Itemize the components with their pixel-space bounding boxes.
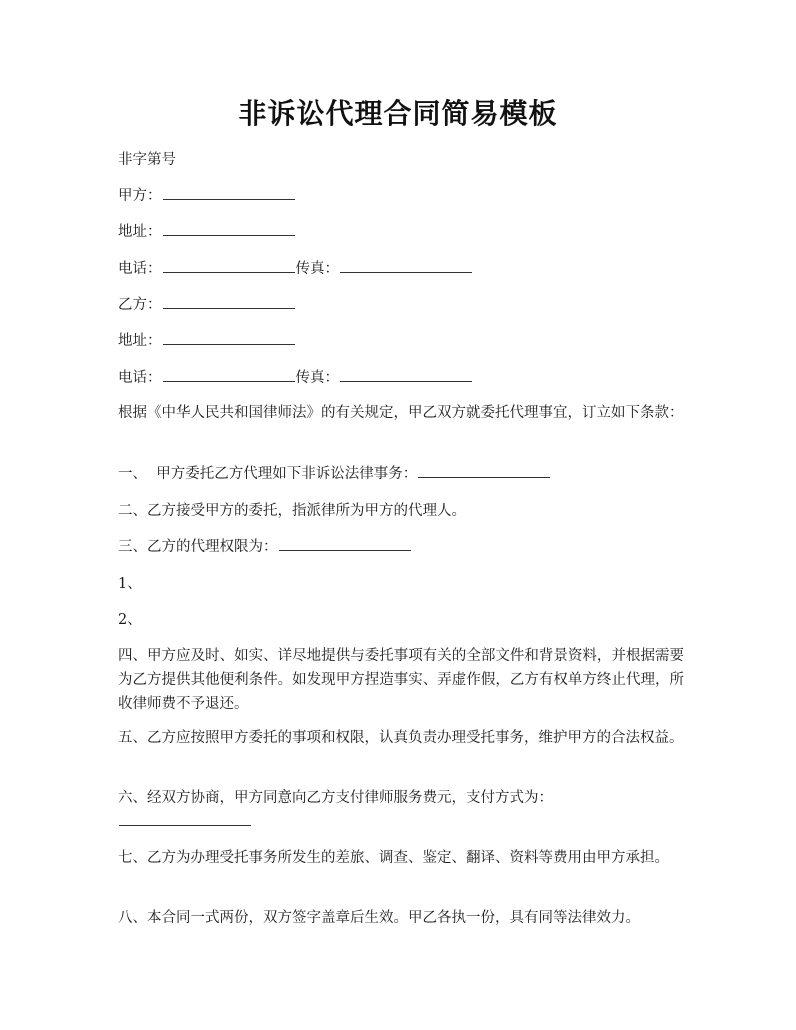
- intro-paragraph: 根据《中华人民共和国律师法》的有关规定，甲乙双方就委托代理事宜，订立如下条款：: [118, 405, 684, 421]
- clause-3: [118, 535, 688, 559]
- party-a-fax-blank[interactable]: [340, 258, 472, 273]
- clause-1-text: 一、 甲方委托乙方代理如下非诉讼法律事务：: [118, 466, 418, 482]
- party-b-fax-blank[interactable]: [340, 367, 472, 382]
- party-a-label: 甲方：: [118, 188, 162, 204]
- clause-6-blank[interactable]: [119, 825, 251, 826]
- clause-8: 八、本合同一式两份，双方签字盖章后生效。甲乙各执一份，具有同等法律效力。: [118, 910, 640, 926]
- party-a-blank[interactable]: [163, 185, 295, 200]
- party-a-phone-blank[interactable]: [163, 258, 295, 273]
- clause-2: 二、乙方接受甲方的委托，指派律所为甲方的代理人。: [118, 503, 466, 519]
- contract-number: 非字第号: [118, 152, 176, 168]
- party-a-phone-label: 电话：: [118, 261, 162, 277]
- party-a-address-line: [118, 220, 688, 244]
- clause-7: 七、乙方为办理受托事务所发生的差旅、调查、鉴定、翻译、资料等费用由甲方承担。: [118, 850, 669, 866]
- party-b-label: 乙方：: [118, 297, 162, 313]
- party-a-line: [118, 184, 688, 208]
- clause-3-item-1: 1、: [118, 576, 142, 592]
- party-b-blank[interactable]: [163, 294, 295, 309]
- party-b-phone-label: 电话：: [118, 370, 162, 386]
- party-b-contact-line: [118, 366, 688, 390]
- party-b-address-line: [118, 329, 688, 353]
- clause-4: 四、甲方应及时、如实、详尽地提供与委托事项有关的全部文件和背景资料，并根据需要为乙方提供其他便利条件。如发现甲方捏造事实、弄虚作假，乙方有权单方终止代理，所收律师费不予退还。: [118, 648, 684, 712]
- clause-5: 五、乙方应按照甲方委托的事项和权限，认真负责办理受托事务，维护甲方的合法权益。: [118, 730, 684, 746]
- document-title: 非诉讼代理合同简易模板: [238, 97, 558, 130]
- party-a-contact-line: [118, 257, 688, 281]
- party-b-phone-blank[interactable]: [163, 367, 295, 382]
- clause-3-blank[interactable]: [279, 536, 411, 551]
- party-b-address-label: 地址：: [118, 333, 162, 349]
- party-a-address-label: 地址：: [118, 224, 162, 240]
- clause-3-text: 三、乙方的代理权限为：: [118, 539, 278, 555]
- clause-6: 六、经双方协商，甲方同意向乙方支付律师服务费元，支付方式为：: [118, 790, 553, 806]
- clause-3-item-2: 2、: [118, 612, 142, 628]
- party-a-address-blank[interactable]: [163, 221, 295, 236]
- party-a-fax-label: 传真：: [295, 261, 339, 277]
- clause-1-blank[interactable]: [418, 463, 550, 478]
- clause-1: [118, 462, 688, 486]
- party-b-address-blank[interactable]: [163, 330, 295, 345]
- party-b-line: [118, 293, 688, 317]
- party-b-fax-label: 传真：: [295, 370, 339, 386]
